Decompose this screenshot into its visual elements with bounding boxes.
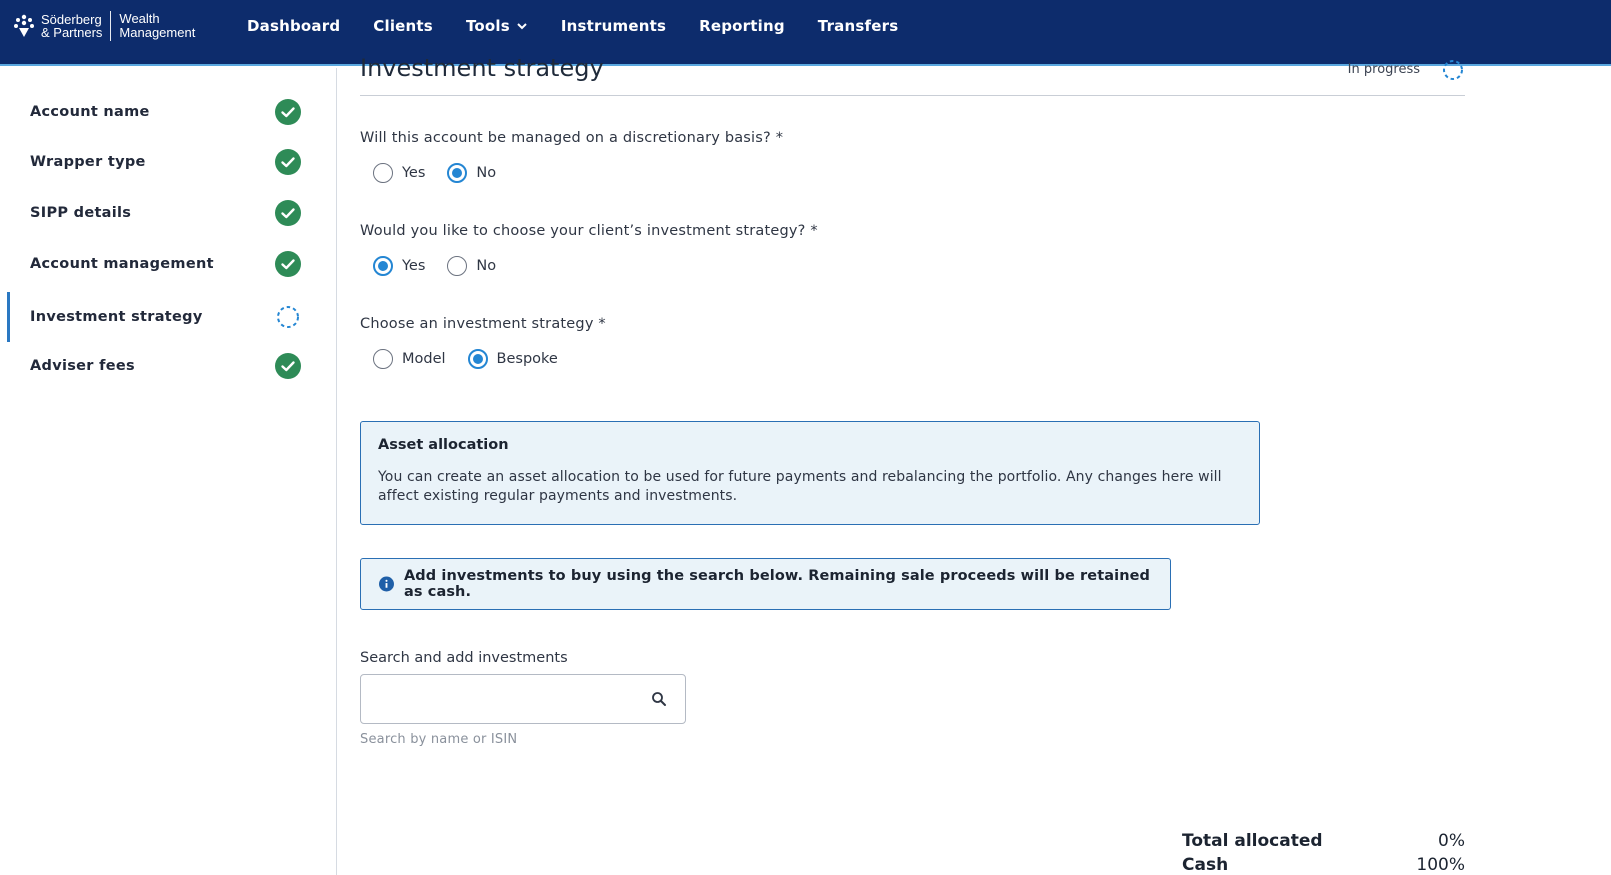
sidebar-item-investment-strategy[interactable]: [7, 292, 307, 342]
in-progress-icon: [275, 304, 301, 330]
check-circle-icon: [275, 99, 301, 125]
search-field: [360, 674, 686, 724]
main-content: [360, 54, 1465, 875]
choose-strategy-no-radio[interactable]: [447, 256, 496, 276]
nav-clients[interactable]: Clients: [373, 17, 433, 35]
sidebar-item-label: Adviser fees: [30, 358, 135, 374]
radio-label: Model: [402, 351, 446, 367]
radio-circle: [373, 349, 393, 369]
sidebar-item-wrapper-type[interactable]: [7, 142, 307, 182]
radio-circle-selected: [447, 163, 467, 183]
check-circle-icon: [275, 251, 301, 277]
brand-logo[interactable]: [13, 10, 195, 42]
total-allocated-row: [1182, 829, 1465, 853]
search-help-text: Search by name or ISIN: [360, 732, 518, 747]
strategy-type-question: Choose an investment strategy *: [360, 316, 606, 332]
search-icon[interactable]: [651, 691, 667, 707]
sidebar-item-sipp-details[interactable]: [7, 193, 307, 233]
sidebar-item-account-name[interactable]: [7, 92, 307, 132]
check-circle-icon: [275, 200, 301, 226]
sidebar-item-label: Wrapper type: [30, 154, 146, 170]
info-icon: [379, 576, 394, 592]
choose-strategy-yes-radio[interactable]: [373, 256, 425, 276]
in-progress-icon: [1441, 58, 1465, 82]
main-nav: [247, 15, 931, 37]
steps-sidebar: [0, 68, 337, 875]
radio-circle-selected: [468, 349, 488, 369]
nav-reporting[interactable]: Reporting: [699, 17, 785, 35]
investments-notice: [360, 558, 1171, 610]
brand-mark-icon: [13, 12, 35, 40]
discretionary-yes-radio[interactable]: [373, 163, 425, 183]
sidebar-item-label: Account management: [30, 256, 214, 272]
chevron-down-icon: [516, 20, 528, 32]
radio-label: No: [476, 258, 497, 274]
brand-name: Söderberg & Partners: [41, 12, 103, 40]
choose-strategy-radio-group: [373, 256, 518, 276]
strategy-type-radio-group: [373, 349, 580, 369]
sidebar-item-label: Investment strategy: [30, 309, 203, 325]
nav-instruments[interactable]: Instruments: [560, 17, 667, 35]
section-status: In progress: [1347, 62, 1420, 77]
check-circle-icon: [275, 353, 301, 379]
radio-label: Bespoke: [496, 351, 558, 367]
sidebar-item-account-management[interactable]: [7, 244, 307, 284]
choose-strategy-question: Would you like to choose your client’s investment strategy? *: [360, 223, 818, 239]
check-circle-icon: [275, 149, 301, 175]
radio-label: Yes: [402, 165, 426, 181]
total-allocated-value: 0%: [1438, 831, 1465, 851]
radio-label: Yes: [402, 258, 426, 274]
asset-allocation-panel: [360, 421, 1260, 525]
nav-dashboard[interactable]: Dashboard: [247, 17, 341, 35]
section-title: Investment strategy: [360, 54, 604, 82]
radio-circle-selected: [373, 256, 393, 276]
discretionary-radio-group: [373, 163, 518, 183]
discretionary-question: Will this account be managed on a discretionary basis? *: [360, 130, 784, 146]
search-input[interactable]: [371, 675, 631, 723]
discretionary-no-radio[interactable]: [447, 163, 496, 183]
cash-label: Cash: [1182, 855, 1229, 875]
strategy-model-radio[interactable]: [373, 349, 446, 369]
radio-circle: [447, 256, 467, 276]
section-header: [360, 46, 1465, 96]
cash-value: 100%: [1416, 855, 1465, 875]
allocation-totals: [1182, 829, 1465, 875]
radio-label: No: [476, 165, 497, 181]
brand-divider: [110, 11, 111, 41]
search-label: Search and add investments: [360, 650, 568, 666]
radio-circle: [373, 163, 393, 183]
cash-row: [1182, 853, 1465, 875]
sidebar-item-label: SIPP details: [30, 205, 132, 221]
strategy-bespoke-radio[interactable]: [468, 349, 558, 369]
asset-allocation-text: You can create an asset allocation to be used for future payments and rebalancing the portfolio. Any changes here will affect existing regular payments and investments.: [378, 469, 1222, 504]
total-allocated-label: Total allocated: [1182, 831, 1323, 851]
asset-allocation-title: Asset allocation: [378, 437, 509, 453]
nav-tools[interactable]: Tools: [466, 15, 528, 37]
sidebar-item-adviser-fees[interactable]: [7, 346, 307, 386]
notice-text: Add investments to buy using the search below. Remaining sale proceeds will be retained as cash.: [403, 568, 1151, 600]
sidebar-item-label: Account name: [30, 104, 150, 120]
nav-transfers[interactable]: Transfers: [817, 17, 899, 35]
brand-product: Wealth Management: [119, 11, 196, 40]
